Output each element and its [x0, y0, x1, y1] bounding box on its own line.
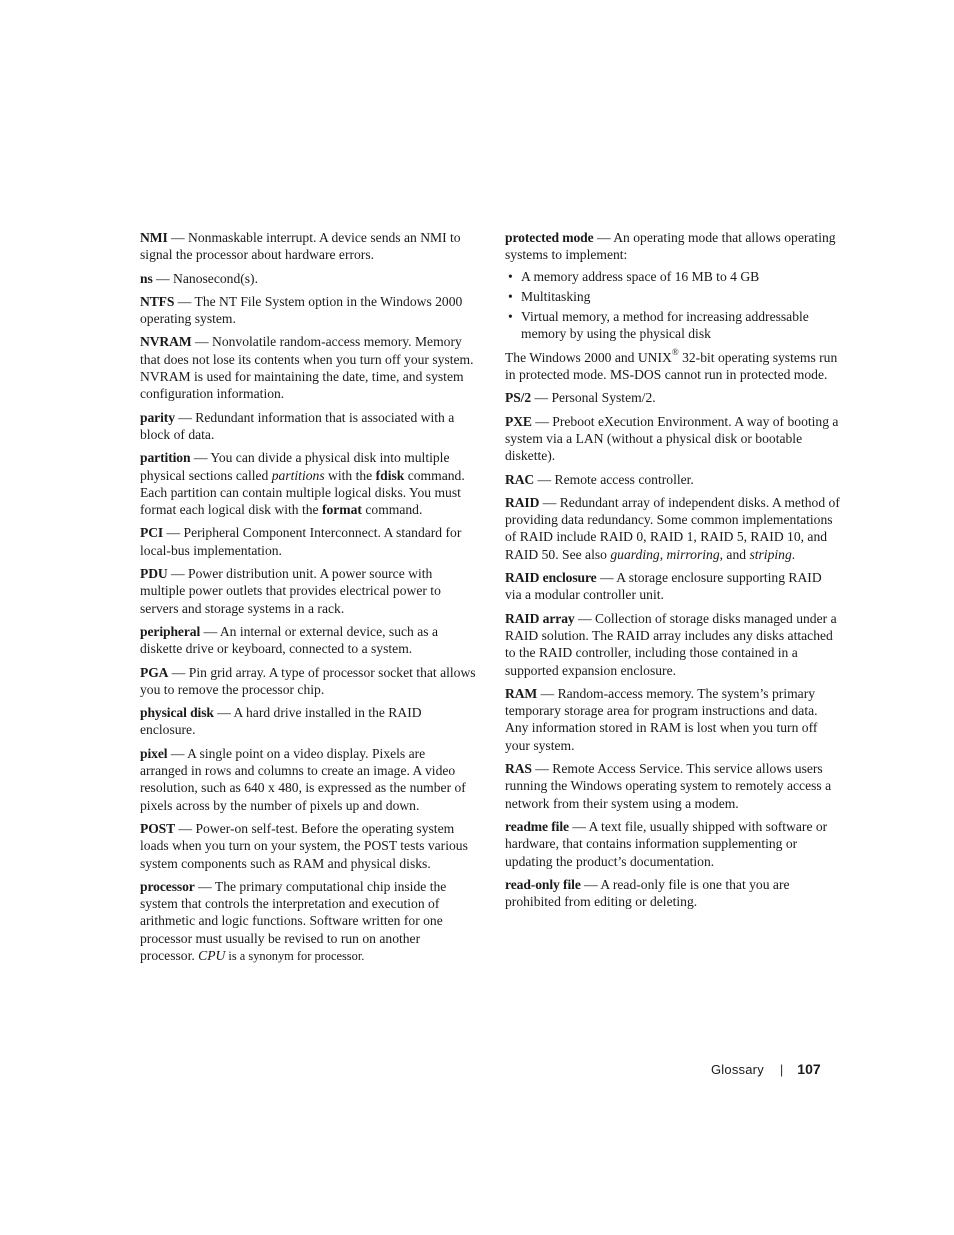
- definition: An operating mode that allows operating systems to implement:: [505, 230, 836, 263]
- entry-nvram: [140, 333, 476, 402]
- entry-read-only-file: [505, 876, 841, 911]
- definition: Power distribution unit. A power source with multiple power outlets that provides electrical power to servers and storage systems in a rack.: [140, 566, 441, 616]
- footer-divider: |: [779, 1062, 784, 1077]
- glossary-right-column: [505, 229, 841, 916]
- entry-raid-array: [505, 610, 841, 679]
- punctuation: ,: [659, 546, 667, 562]
- separator: —: [531, 761, 553, 777]
- list-item-text: Virtual memory, a method for increasing addressable memory by using the physical disk: [521, 309, 809, 342]
- separator: —: [537, 685, 558, 701]
- page-number: 107: [797, 1061, 821, 1077]
- term: NTFS: [140, 293, 175, 309]
- command-fdisk: fdisk: [375, 467, 405, 483]
- definition: A storage enclosure supporting RAID via a modular controller unit.: [505, 570, 822, 603]
- entry-pci: [140, 524, 476, 559]
- separator: —: [534, 471, 555, 487]
- definition: Remote access controller.: [554, 471, 694, 487]
- term: PXE: [505, 413, 532, 429]
- term: POST: [140, 820, 176, 836]
- definition: Personal System/2.: [551, 390, 656, 406]
- term: read-only file: [505, 876, 581, 892]
- list-item: [505, 268, 841, 285]
- entry-rac: [505, 471, 841, 488]
- list-item-text: Multitasking: [521, 288, 591, 304]
- glossary-left-column: [140, 229, 476, 971]
- term: RAS: [505, 761, 532, 777]
- punctuation: , and: [719, 546, 750, 562]
- term: PDU: [140, 566, 168, 582]
- separator: —: [152, 270, 174, 286]
- section-name: Glossary: [711, 1062, 764, 1077]
- protected-mode-bullet-list: [505, 268, 841, 343]
- term: partition: [140, 450, 191, 466]
- definition: Random-access memory. The system’s primary temporary storage area for program instructions and data. Any information stored in RAM is lost when you turn off your system.: [505, 685, 818, 753]
- separator: —: [175, 820, 196, 836]
- entry-raid: [505, 494, 841, 563]
- definition: A read-only file is one that you are prohibited from editing or deleting.: [505, 876, 790, 910]
- list-item: [505, 308, 841, 343]
- entry-ps2: [505, 389, 841, 406]
- separator: —: [191, 334, 212, 350]
- definition: Pin grid array. A type of processor socket that allows you to remove the processor chip.: [140, 664, 476, 697]
- definition: Power-on self-test. Before the operating system loads when you turn on your system, the POST tests various system components such as RAM and physical disks.: [140, 820, 468, 871]
- separator: —: [194, 878, 215, 894]
- definition: A hard drive installed in the RAID enclosure.: [140, 705, 422, 738]
- entry-pga: [140, 664, 476, 699]
- definition: A text file, usually shipped with software or hardware, that contains information supplementing or updating the product’s documentation.: [505, 818, 828, 869]
- paragraph-part: 32-bit operating systems run in protected mode. MS-DOS cannot run in protected mode.: [505, 349, 838, 383]
- term: peripheral: [140, 623, 201, 639]
- command-format: format: [321, 502, 362, 518]
- separator: —: [190, 450, 211, 466]
- term: readme file: [505, 818, 569, 834]
- separator: —: [580, 876, 601, 892]
- definition-part: You can divide a physical disk into multiple physical sections called: [140, 450, 450, 483]
- entry-parity: [140, 409, 476, 444]
- definition: A single point on a video display. Pixels are arranged in rows and columns to create an image. A video resolution, such as 640 x 480, is expressed as the number of pixels across by the number of pixels up and down.: [140, 745, 466, 813]
- separator: —: [174, 293, 195, 309]
- protected-mode-paragraph: [505, 349, 841, 384]
- reference-striping: striping: [749, 546, 792, 562]
- separator: —: [167, 745, 188, 761]
- definition: Peripheral Component Interconnect. A standard for local-bus implementation.: [140, 525, 462, 558]
- term: ns: [140, 270, 153, 286]
- entry-ras: [505, 760, 841, 812]
- definition: Collection of storage disks managed under a RAID solution. The RAID array includes any disks attached to the RAID controller, including those contained in a supported expansion enclosure.: [505, 610, 837, 678]
- entry-physical-disk: [140, 704, 476, 739]
- definition-part: with the: [324, 467, 376, 483]
- term: pixel: [140, 745, 168, 761]
- definition-part: Redundant array of independent disks. A method of providing data redundancy. Some common implementations of RAID include RAID 0, RAID 1, RAID 5, RAID 10, and RAID 50. See also: [505, 494, 840, 562]
- definition-part: is a synonym for processor.: [225, 948, 365, 963]
- bullet-icon: •: [508, 268, 513, 284]
- separator: —: [574, 610, 595, 626]
- definition: The NT File System option in the Windows 2000 operating system.: [140, 293, 463, 327]
- term: PCI: [140, 525, 164, 541]
- term: processor: [140, 878, 195, 894]
- separator: —: [200, 623, 220, 639]
- entry-readme-file: [505, 818, 841, 870]
- entry-ram: [505, 685, 841, 754]
- separator: —: [568, 818, 589, 834]
- definition: Preboot eXecution Environment. A way of booting a system via a LAN (without a physical disk or bootable diskette).: [505, 413, 839, 464]
- term: PS/2: [505, 390, 532, 406]
- separator: —: [531, 413, 553, 429]
- entry-ns: [140, 270, 476, 287]
- term: RAID enclosure: [505, 570, 597, 586]
- reference-mirroring: mirroring: [666, 546, 720, 562]
- bullet-icon: •: [508, 309, 513, 325]
- entry-partition: [140, 449, 476, 518]
- entry-post: [140, 820, 476, 872]
- definition-part: command.: [361, 502, 423, 518]
- separator: —: [531, 390, 552, 406]
- separator: —: [213, 705, 234, 721]
- separator: —: [163, 525, 184, 541]
- term: NMI: [140, 230, 168, 245]
- reference-guarding: guarding: [610, 546, 660, 562]
- term: parity: [140, 409, 175, 425]
- term: RAC: [505, 471, 535, 487]
- term: RAID array: [505, 610, 575, 626]
- definition: Nonmaskable interrupt. A device sends an NMI to signal the processor about hardware errors.: [140, 230, 461, 263]
- separator: —: [539, 494, 560, 510]
- term: PGA: [140, 664, 169, 680]
- registered-mark: ®: [671, 347, 679, 358]
- term: protected mode: [505, 230, 594, 245]
- page-footer: [711, 1061, 821, 1077]
- definition: Redundant information that is associated with a block of data.: [140, 409, 455, 442]
- list-item: [505, 288, 841, 305]
- definition: An internal or external device, such as a diskette drive or keyboard, connected to a system.: [140, 623, 438, 657]
- separator: —: [596, 570, 617, 586]
- entry-pxe: [505, 413, 841, 465]
- separator: —: [174, 409, 196, 425]
- separator: —: [593, 230, 614, 245]
- list-item-text: A memory address space of 16 MB to 4 GB: [521, 268, 760, 284]
- definition-italic: CPU: [198, 947, 226, 963]
- term: NVRAM: [140, 334, 192, 350]
- paragraph-part: The Windows 2000 and UNIX: [505, 349, 672, 365]
- bullet-icon: •: [508, 288, 513, 304]
- definition: Remote Access Service. This service allows users running the Windows operating system to remotely access a network from their system using a modem.: [505, 761, 832, 811]
- definition: Nonvolatile random-access memory. Memory that does not lose its contents when you turn off your system. NVRAM is used for maintaining the date, time, and system configuration information.: [140, 334, 474, 402]
- entry-peripheral: [140, 623, 476, 658]
- entry-processor: [140, 878, 476, 965]
- entry-pdu: [140, 565, 476, 617]
- term: RAID: [505, 494, 540, 510]
- term: physical disk: [140, 705, 214, 721]
- definition-part: The primary computational chip inside the system that controls the interpretation and execution of arithmetic and logic functions. Software written for one processor must usually be revised to run on another processor.: [140, 878, 447, 963]
- definition: Nanosecond(s).: [173, 270, 258, 286]
- definition-part: command. Each partition can contain multiple logical disks. You must format each logical disk with the: [140, 467, 465, 518]
- term: RAM: [505, 685, 538, 701]
- separator: —: [167, 230, 189, 245]
- entry-pixel: [140, 745, 476, 814]
- punctuation: .: [791, 546, 796, 562]
- entry-protected-mode: [505, 229, 841, 264]
- definition-italic: partitions: [271, 467, 325, 483]
- entry-nmi: [140, 229, 476, 264]
- entry-ntfs: [140, 293, 476, 328]
- separator: —: [168, 664, 189, 680]
- separator: —: [167, 566, 189, 582]
- entry-raid-enclosure: [505, 569, 841, 604]
